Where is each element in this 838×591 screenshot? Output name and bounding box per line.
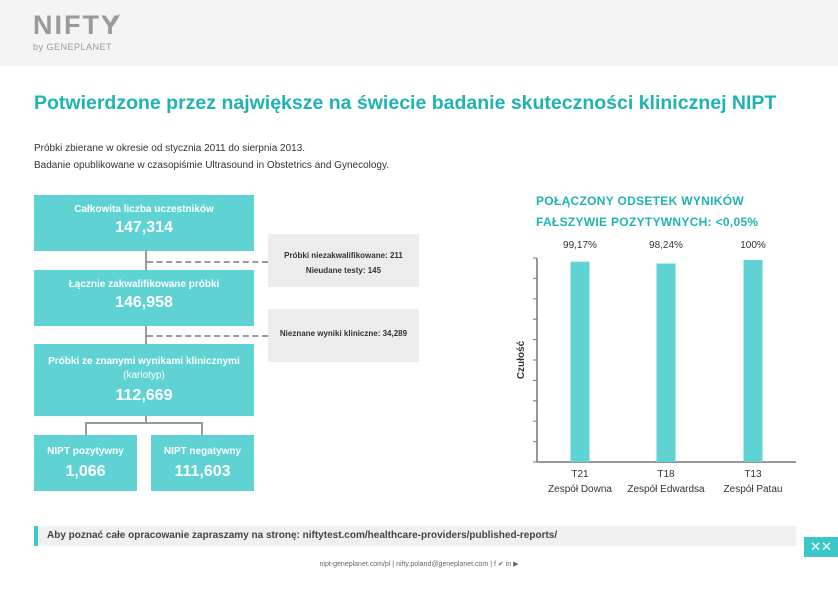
bar-t21 xyxy=(571,262,590,462)
intro-line-2: Badanie opublikowane w czasopiśmie Ultrasound in Obstetrics and Gynecology. xyxy=(34,160,390,171)
total-participants-label: Całkowita liczba uczestników xyxy=(74,204,214,215)
nipt-negative-label: NIPT negatywny xyxy=(163,446,242,457)
corner-logo-icon: ✕✕ xyxy=(804,537,838,557)
footer-banner xyxy=(34,526,796,546)
known-results-label: Próbki ze znanymi wynikami klinicznymi xyxy=(48,356,240,367)
dashed-connector xyxy=(147,335,268,337)
known-results-box xyxy=(34,344,254,416)
qualified-samples-value: 146,958 xyxy=(115,294,173,311)
qualified-samples-label: Łącznie zakwalifikowane próbki xyxy=(68,279,220,290)
bar-t18 xyxy=(657,264,676,462)
dashed-connector xyxy=(147,261,268,263)
category-label: T18 xyxy=(657,469,675,480)
data-label: 99,17% xyxy=(563,240,597,251)
logo: NIFTY xyxy=(33,10,121,40)
connector xyxy=(85,422,202,424)
contact-line[interactable]: nipt-geneplanet.com/pl | nifty.poland@geneplanet.com | f ✔ in ▶ xyxy=(319,561,519,568)
known-results-value: 112,669 xyxy=(115,387,173,404)
footer-accent xyxy=(34,526,38,546)
chart-title xyxy=(536,191,758,233)
page-title: Potwierdzone przez największe na świecie badanie skuteczności klinicznej NIPT xyxy=(34,92,777,114)
total-participants-value: 147,314 xyxy=(115,219,173,236)
category-sublabel: Zespół Edwardsa xyxy=(627,484,705,495)
chart-title-line-1: POŁĄCZONY ODSETEK WYNIKÓW xyxy=(536,194,744,208)
unknown-results-line: Nieznane wyniki kliniczne: 34,289 xyxy=(279,329,408,338)
total-participants-box xyxy=(34,195,254,251)
footer-link-text[interactable]: Aby poznać całe opracowanie zapraszamy na stronę: niftytest.com/healthcare-providers/published-reports/ xyxy=(47,530,558,541)
category-sublabel: Zespół Downa xyxy=(548,484,612,495)
category-label: T13 xyxy=(744,469,762,480)
nipt-positive-label: NIPT pozytywny xyxy=(47,446,124,457)
unknown-results-box xyxy=(268,309,419,362)
nipt-negative-box xyxy=(151,435,254,491)
chart-title-line-2: FAŁSZYWIE POZYTYWNYCH: <0,05% xyxy=(536,215,759,229)
excluded-samples-box xyxy=(268,234,419,287)
logo-subtitle: by GENEPLANET xyxy=(33,42,113,52)
data-label: 98,24% xyxy=(649,240,683,251)
nipt-positive-value: 1,066 xyxy=(65,463,106,480)
excluded-samples-line-1: Próbki niezakwalifikowane: 211 xyxy=(284,251,403,260)
qualified-samples-box xyxy=(34,270,254,326)
category-label: T21 xyxy=(571,469,589,480)
y-axis-label: Czułość xyxy=(516,340,527,380)
data-label: 100% xyxy=(740,240,766,251)
nipt-negative-value: 111,603 xyxy=(174,463,231,480)
intro-text xyxy=(34,140,389,174)
nipt-positive-box xyxy=(34,435,137,491)
connector xyxy=(85,422,87,435)
intro-line-1: Próbki zbierane w okresie od stycznia 2011 do sierpnia 2013. xyxy=(34,143,306,154)
excluded-samples-line-2: Nieudane testy: 145 xyxy=(305,266,382,275)
bird-logo-icon xyxy=(100,12,122,32)
bar-t13 xyxy=(744,260,763,462)
connector xyxy=(201,422,203,435)
header xyxy=(0,0,838,66)
known-results-sublabel: (kariotyp) xyxy=(123,370,165,381)
category-sublabel: Zespół Patau xyxy=(723,484,783,495)
